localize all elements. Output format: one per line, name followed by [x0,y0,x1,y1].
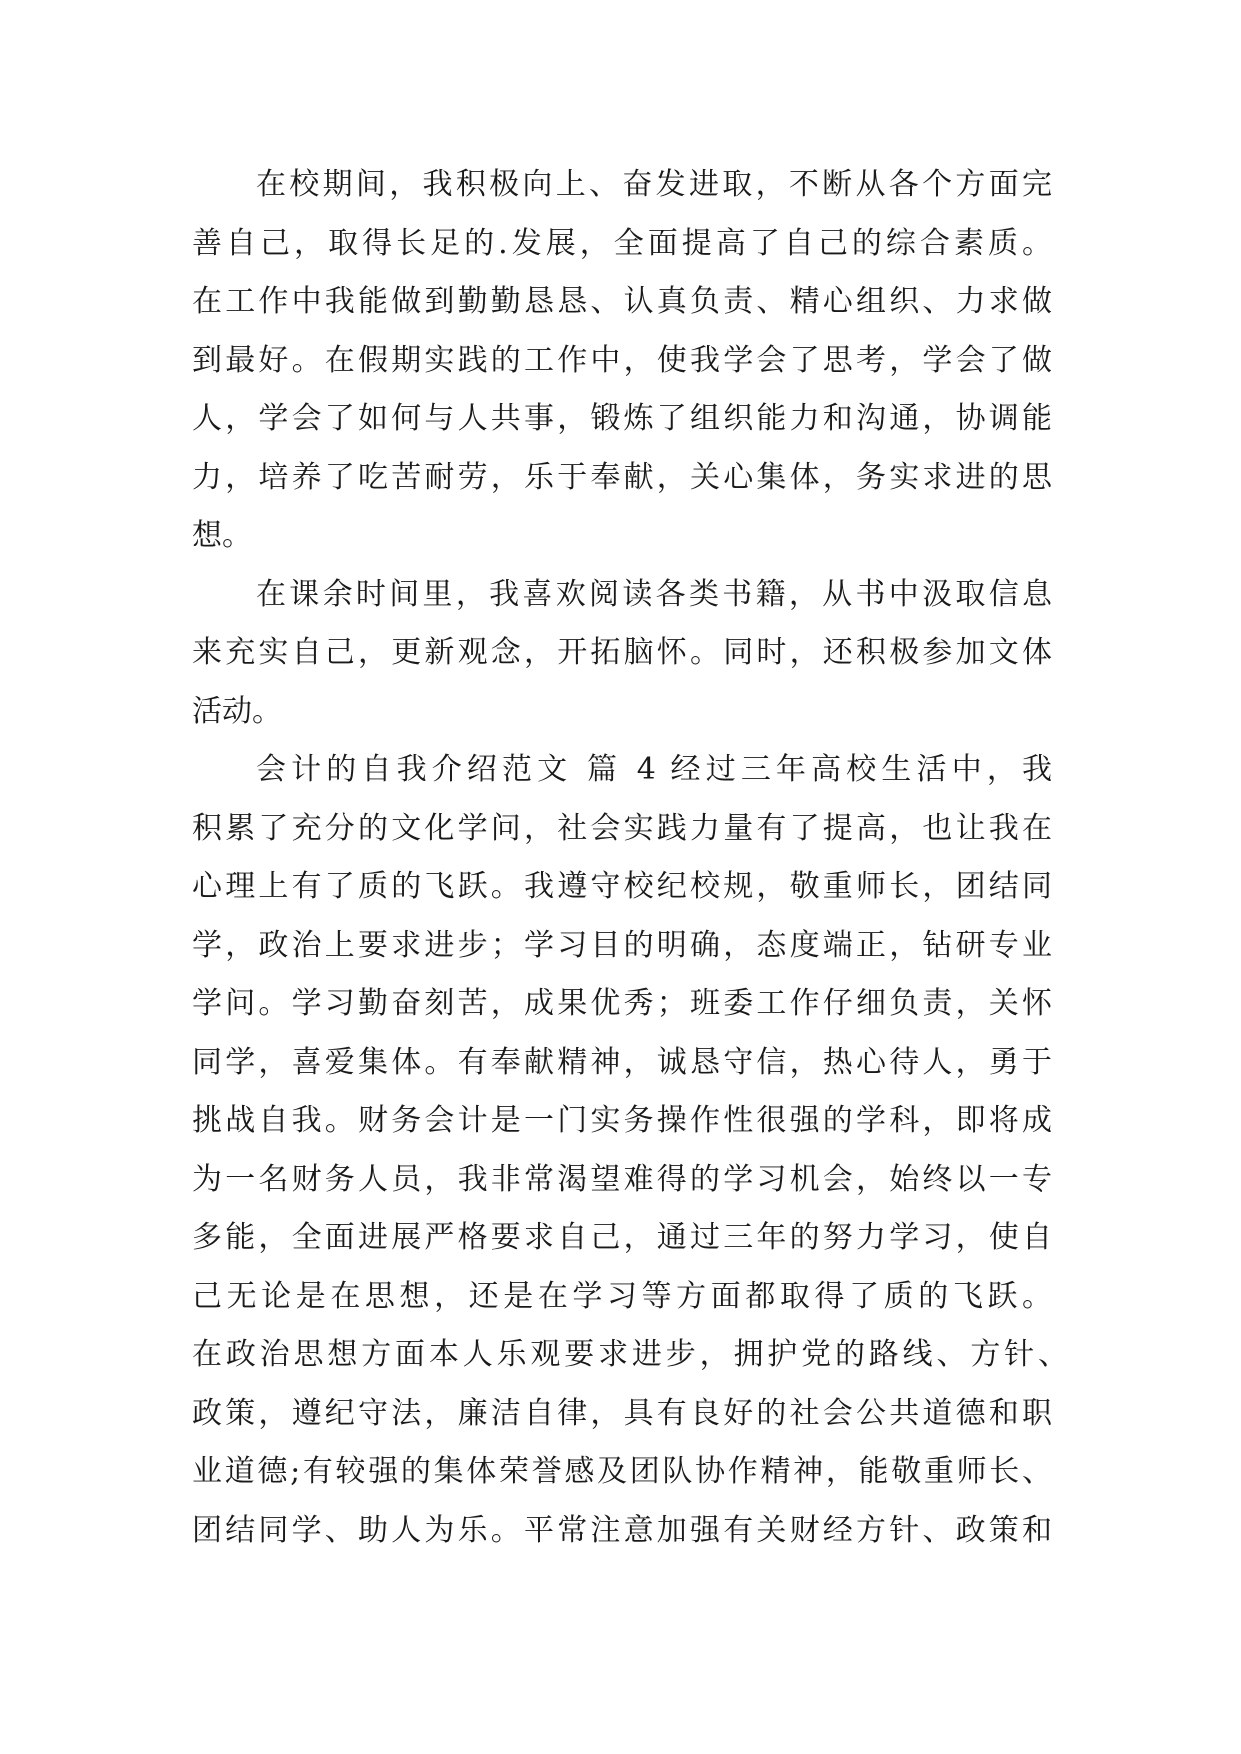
paragraph-line: 业道德;有较强的集体荣誉感及团队协作精神，能敬重师长、 [192,1454,1052,1489]
paragraph-line: 积累了充分的文化学问，社会实践力量有了提高，也让我在 [192,810,1052,846]
paragraph-line: 在工作中我能做到勤勤恳恳、认真负责、精心组织、力求做 [192,284,1052,319]
section-heading-line: 会计的自我介绍范文 篇 4 经过三年高校生活中，我 [256,752,1052,787]
paragraph-line: 己无论是在思想，还是在学习等方面都取得了质的飞跃。 [192,1278,1052,1314]
paragraph-line: 在政治思想方面本人乐观要求进步，拥护党的路线、方针、 [192,1337,1068,1372]
paragraph-line: 学问。学习勤奋刻苦，成果优秀；班委工作仔细负责，关怀 [192,986,1052,1021]
paragraph-line: 想。 [192,518,252,553]
paragraph-line: 团结同学、助人为乐。平常注意加强有关财经方针、政策和 [192,1512,1052,1548]
paragraph-line: 在课余时间里，我喜欢阅读各类书籍，从书中汲取信息 [256,576,1052,612]
paragraph-line: 力，培养了吃苦耐劳，乐于奉献，关心集体，务实求进的思 [192,459,1052,495]
paragraph-line: 政策，遵纪守法，廉洁自律，具有良好的社会公共道德和职 [192,1395,1052,1431]
paragraph-line: 人，学会了如何与人共事，锻炼了组织能力和沟通，协调能 [192,401,1052,436]
paragraph-line: 多能，全面进展严格要求自己，通过三年的努力学习，使自 [192,1220,1052,1255]
paragraph-line: 活动。 [192,693,282,729]
paragraph-line: 到最好。在假期实践的工作中，使我学会了思考，学会了做 [192,342,1052,378]
paragraph-line: 在校期间，我积极向上、奋发进取，不断从各个方面完 [256,167,1052,202]
paragraph-line: 来充实自己，更新观念，开拓脑怀。同时，还积极参加文体 [192,635,1052,670]
paragraph-line: 为一名财务人员，我非常渴望难得的学习机会，始终以一专 [192,1161,1052,1197]
paragraph-line: 心理上有了质的飞跃。我遵守校纪校规，敬重师长，团结同 [192,869,1052,904]
paragraph-line: 挑战自我。财务会计是一门实务操作性很强的学科，即将成 [192,1103,1052,1138]
paragraph-line: 学，政治上要求进步；学习目的明确，态度端正，钻研专业 [192,927,1052,963]
paragraph-line: 同学，喜爱集体。有奉献精神，诚恳守信，热心待人，勇于 [192,1044,1052,1080]
document-body [192,156,1068,1560]
paragraph-line: 善自己，取得长足的.发展，全面提高了自己的综合素质。 [192,225,1052,261]
